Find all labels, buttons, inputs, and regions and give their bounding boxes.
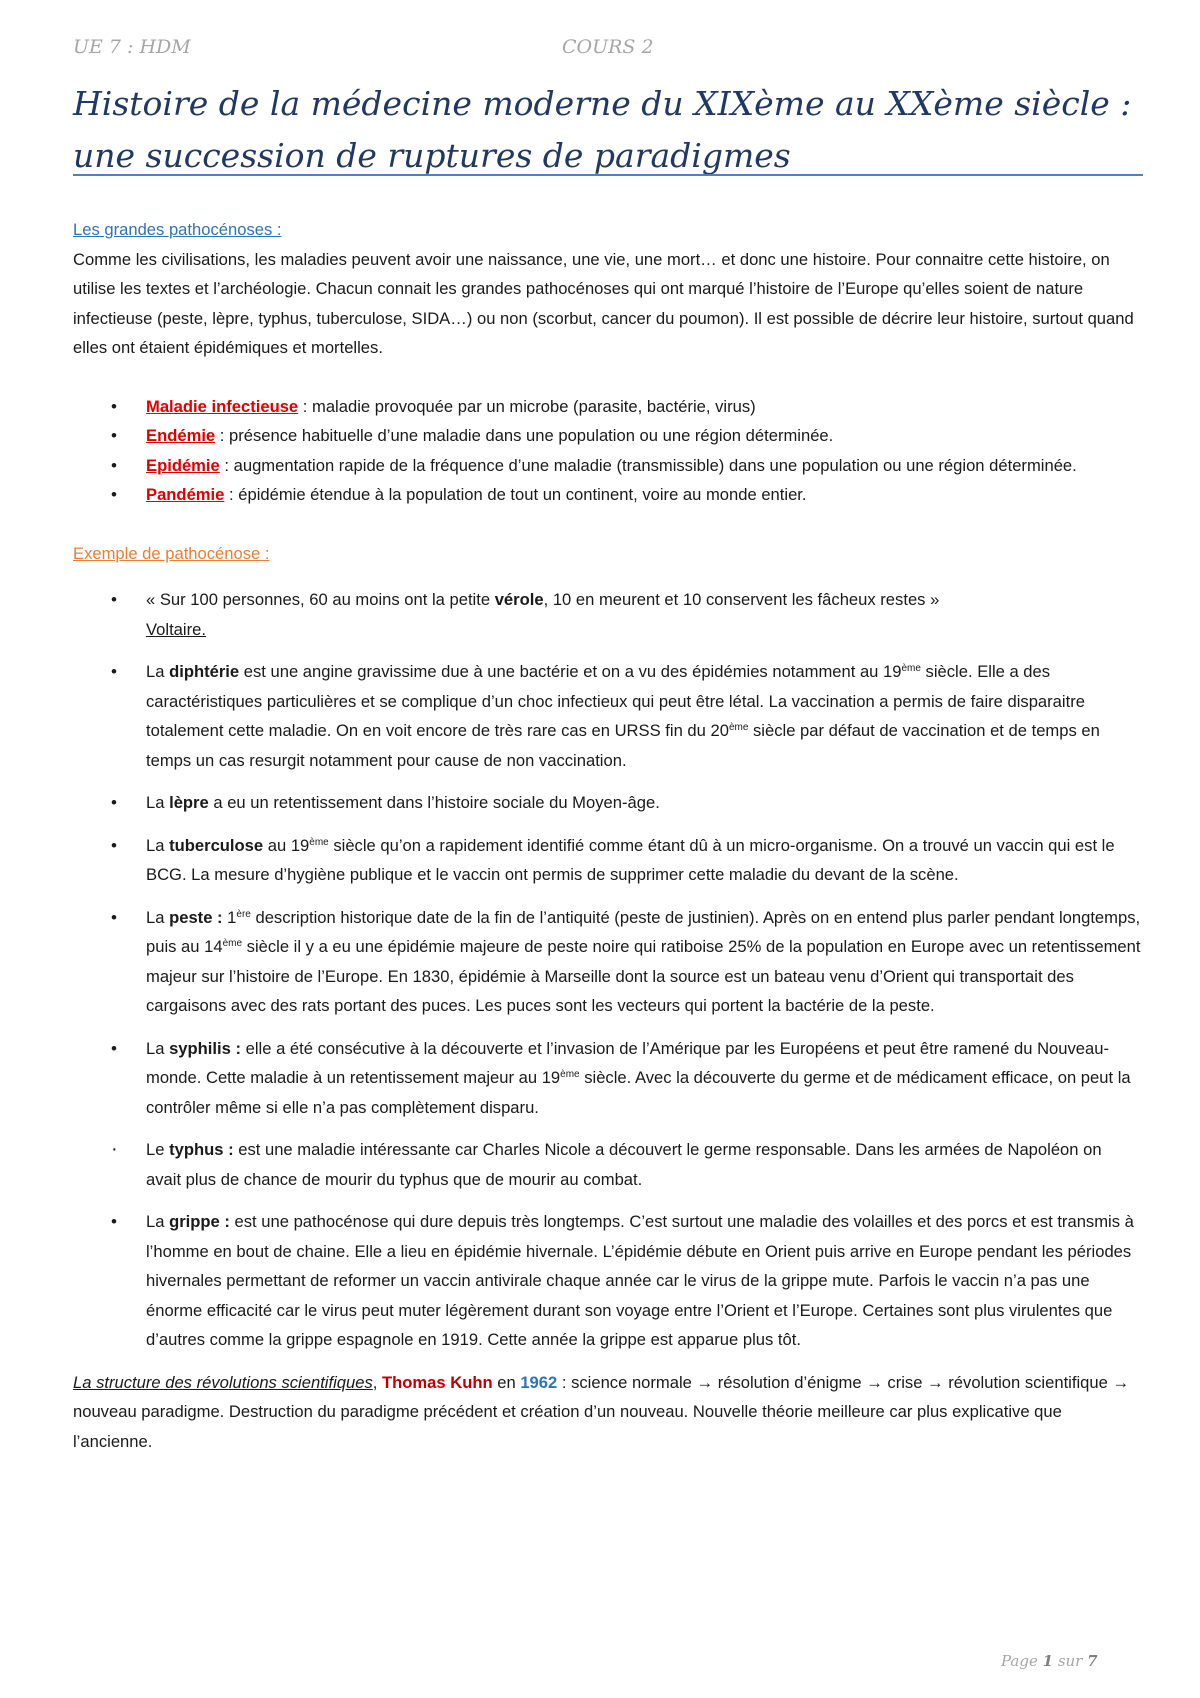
superscript: ème xyxy=(222,938,243,949)
text-part: est une pathocénose qui dure depuis très longtemps. C’est surtout une maladie des volailles et des porcs et est transmis à l’homme en bout de chaine. Elle a lieu en épidémie hivernale. L’épidémie débute en Orient puis arrive en Europe pendant les périodes hivernales permettant de reformer un vaccin antivirale chaque année car le virus de la grippe mute. Parfois le vaccin n’a pas une énorme efficacité car le virus peut muter légèrement durant son voyage entre l’Orient et l’Europe. Certaines sont plus virulentes que d’autres comme la grippe espagnole en 1919. Cette année la grippe est apparue plus tôt. xyxy=(146,1212,1134,1349)
article: La xyxy=(146,662,170,681)
intro-paragraph: Comme les civilisations, les maladies peuvent avoir une naissance, une vie, une mort… et donc une histoire. Pour connaitre cette histoire, on utilise les textes et l’archéologie. Chacun connait les grandes pathocénoses qui ont marqué l’histoire de l’Europe qu’elles soient de nature infectieuse (peste, lèpre, typhus, tuberculose, SIDA…) ou non (scorbut, cancer du poumon). Il est possible de décrire leur histoire, surtout quand elles ont étaient épidémiques et mortelles. xyxy=(73,249,1134,357)
text-part: elle a été consécutive à la découverte et l’invasion de l’Amérique par les Européens et peut être ramené du Nouveau-monde. Cette maladie à un retentissement majeur au 19 xyxy=(146,1038,1110,1087)
text-part: siècle. Elle a des caractéristiques particulières et se complique d’un choc infectieux qui peut être létal. La vaccination a permis de faire disparaitre totalement cette maladie. On en voit encore de très rare cas en URSS fin du 20 xyxy=(146,662,1085,740)
definitions-list xyxy=(73,392,1141,510)
article: La xyxy=(146,1038,170,1058)
definition-text: : maladie provoquée par un microbe (parasite, bactérie, virus) xyxy=(298,396,756,416)
definition-term: Maladie infectieuse xyxy=(146,396,299,416)
definition-text: : présence habituelle d’une maladie dans une population ou une région déterminée. xyxy=(215,426,834,445)
example-voltaire xyxy=(73,585,1141,644)
quote-keyword: vérole xyxy=(494,590,544,609)
disease-name: syphilis : xyxy=(169,1038,242,1058)
definition-text: : augmentation rapide de la fréquence d’une maladie (transmissible) dans une population ou une région déterminée. xyxy=(219,455,1077,475)
example-diphterie xyxy=(73,657,1141,775)
disease-name: typhus : xyxy=(169,1140,234,1159)
header-course-number: COURS 2 xyxy=(562,36,654,58)
example-syphilis xyxy=(73,1034,1141,1123)
article: La xyxy=(146,907,170,927)
article: La xyxy=(146,1212,170,1231)
text-part: 1 xyxy=(222,907,237,927)
document-body xyxy=(73,215,1141,1456)
definition-item xyxy=(73,421,1141,451)
superscript: ème xyxy=(901,663,921,674)
example-typhus xyxy=(73,1135,1141,1194)
text-part: siècle. Avec la découverte du germe et de médicament efficace, on peut la contrôler même si elle n’a pas complètement disparu. xyxy=(146,1068,1131,1117)
disease-name: grippe : xyxy=(169,1212,230,1231)
text-part: , xyxy=(372,1372,382,1392)
publication-year: 1962 xyxy=(520,1372,558,1392)
section-heading-pathocenoses: Les grandes pathocénoses : xyxy=(73,220,282,239)
disease-name: diphtérie xyxy=(169,662,240,681)
superscript: ème xyxy=(560,1069,580,1080)
text-part: est une angine gravissime due à une bactérie et on a vu des épidémies notamment au 19 xyxy=(239,662,902,681)
example-tuberculose xyxy=(73,831,1141,890)
definition-term: Pandémie xyxy=(146,485,225,504)
article: Le xyxy=(146,1140,170,1159)
page-number-footer xyxy=(1001,1652,1098,1670)
text-part: : science normale → résolution d’énigme → crise → révolution scientifique → nouveau paradigme. Destruction du paradigme précédent et création d’un nouveau. Nouvelle théorie meilleure car plus explicative que l’ancienne. xyxy=(73,1372,1130,1451)
section-heading-example: Exemple de pathocénose : xyxy=(73,543,270,563)
superscript: ème xyxy=(309,836,329,848)
text-part: est une maladie intéressante car Charles Nicole a découvert le germe responsable. Dans les armées de Napoléon on avait plus de chance de mourir du typhus que de mourir au combat. xyxy=(146,1140,1102,1189)
quote-part: « Sur 100 personnes, 60 au moins ont la petite xyxy=(146,590,495,609)
text-part: siècle il y a eu une épidémie majeure de peste noire qui ratiboise 25% de la population en Europe avec un retentissement majeur sur l’histoire de l’Europe. En 1830, épidémie à Marseille dont la source est un bateau venu d’Orient qui transportait des cargaisons avec des rats portant des puces. Les puces sont les vecteurs qui portent la bactérie de la peste. xyxy=(146,937,1141,1015)
footer-separator: sur xyxy=(1053,1652,1088,1670)
disease-name: peste : xyxy=(169,907,223,927)
footer-prefix: Page xyxy=(1001,1652,1043,1670)
examples-list xyxy=(73,585,1141,1355)
text-part: a eu un retentissement dans l’histoire sociale du Moyen-âge. xyxy=(208,793,660,812)
example-lepre xyxy=(73,788,1141,818)
superscript: ère xyxy=(236,908,251,920)
text-part: siècle qu’on a rapidement identifié comme étant dû à un micro-organisme. On a trouvé un vaccin qui est le BCG. La mesure d’hygiène publique et le vaccin ont permis de supprimer cette maladie du devant de la scène. xyxy=(146,835,1115,884)
text-part: siècle par défaut de vaccination et de temps en temps un cas resurgit notamment pour cause de non vaccination. xyxy=(146,721,1100,770)
book-title: La structure des révolutions scientifiques xyxy=(73,1372,373,1392)
definition-item xyxy=(73,451,1141,481)
header-course-code: UE 7 : HDM xyxy=(73,36,191,58)
disease-name: tuberculose xyxy=(169,835,264,855)
title-underline xyxy=(73,174,1143,176)
text-part: au 19 xyxy=(263,835,310,855)
kuhn-paragraph xyxy=(73,1368,1141,1457)
definition-item xyxy=(73,480,1141,510)
text-part: en xyxy=(492,1372,521,1392)
quote-author: Voltaire. xyxy=(146,619,206,639)
author-name: Thomas Kuhn xyxy=(382,1372,493,1392)
total-pages: 7 xyxy=(1087,1652,1098,1670)
example-peste xyxy=(73,903,1141,1021)
text-part: description historique date de la fin de l’antiquité (peste de justinien). Après on en entend plus parler pendant longtemps, puis au 14 xyxy=(146,907,1141,956)
definition-text: : épidémie étendue à la population de tout un continent, voire au monde entier. xyxy=(224,485,807,504)
article: La xyxy=(146,835,170,855)
definition-term: Endémie xyxy=(146,426,216,445)
page-title: Histoire de la médecine moderne du XIXème au XXème siècle : une succession de ruptures de paradigmes xyxy=(73,84,1132,175)
disease-name: lèpre xyxy=(169,793,209,812)
example-grippe xyxy=(73,1207,1141,1355)
definition-term: Epidémie xyxy=(146,455,220,475)
definition-item xyxy=(73,392,1141,422)
article: La xyxy=(146,793,170,812)
current-page: 1 xyxy=(1042,1652,1054,1670)
quote-part: , 10 en meurent et 10 conservent les fâcheux restes » xyxy=(543,590,940,609)
superscript: ème xyxy=(728,722,749,733)
